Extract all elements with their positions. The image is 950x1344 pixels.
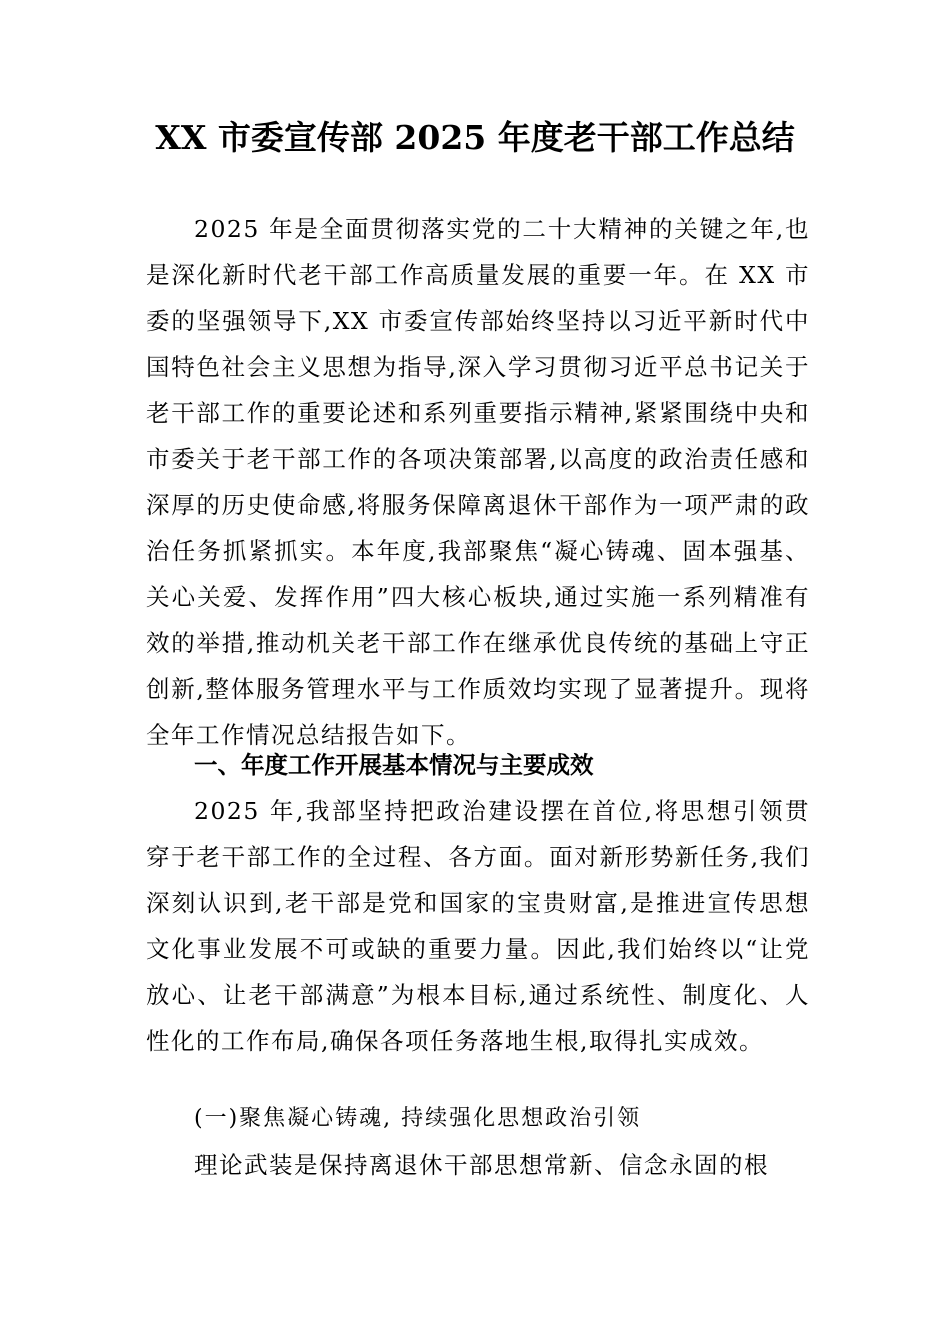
section-heading-1: 一、年度工作开展基本情况与主要成效: [194, 751, 594, 779]
document-title: XX 市委宣传部 2025 年度老干部工作总结: [155, 118, 795, 157]
section-1-paragraph: 2025 年,我部坚持把政治建设摆在首位,将思想引领贯穿于老干部工作的全过程、各方面。面对新形势新任务,我们深刻认识到,老干部是党和国家的宝贵财富,是推进宣传思想文化事业发展不可或缺的重要力量。因此,我们始终以“让党放心、让老干部满意”为根本目标,通过系统性、制度化、人性化的工作布局,确保各项任务落地生根,取得扎实成效。: [146, 797, 810, 1055]
intro-paragraph: 2025 年是全面贯彻落实党的二十大精神的关键之年,也是深化新时代老干部工作高质量发展的重要一年。在 XX 市委的坚强领导下,XX 市委宣传部始终坚持以习近平新时代中国特色社会主义思想为指导,深入学习贯彻习近平总书记关于老干部工作的重要论述和系列重要指示精神,紧紧围绕中央和市委关于老干部工作的各项决策部署,以高度的政治责任感和深厚的历史使命感,将服务保障离退休干部作为一项严肃的政治任务抓紧抓实。本年度,我部聚焦“凝心铸魂、固本强基、关心关爱、发挥作用”四大核心板块,通过实施一系列精准有效的举措,推动机关老干部工作在继承优良传统的基础上守正创新,整体服务管理水平与工作质效均实现了显著提升。现将全年工作情况总结报告如下。: [146, 215, 810, 749]
subsection-heading-1: (一)聚焦凝心铸魂, 持续强化思想政治引领: [194, 1106, 642, 1131]
subsection-1-paragraph: 理论武装是保持离退休干部思想常新、信念永固的根: [194, 1151, 769, 1179]
